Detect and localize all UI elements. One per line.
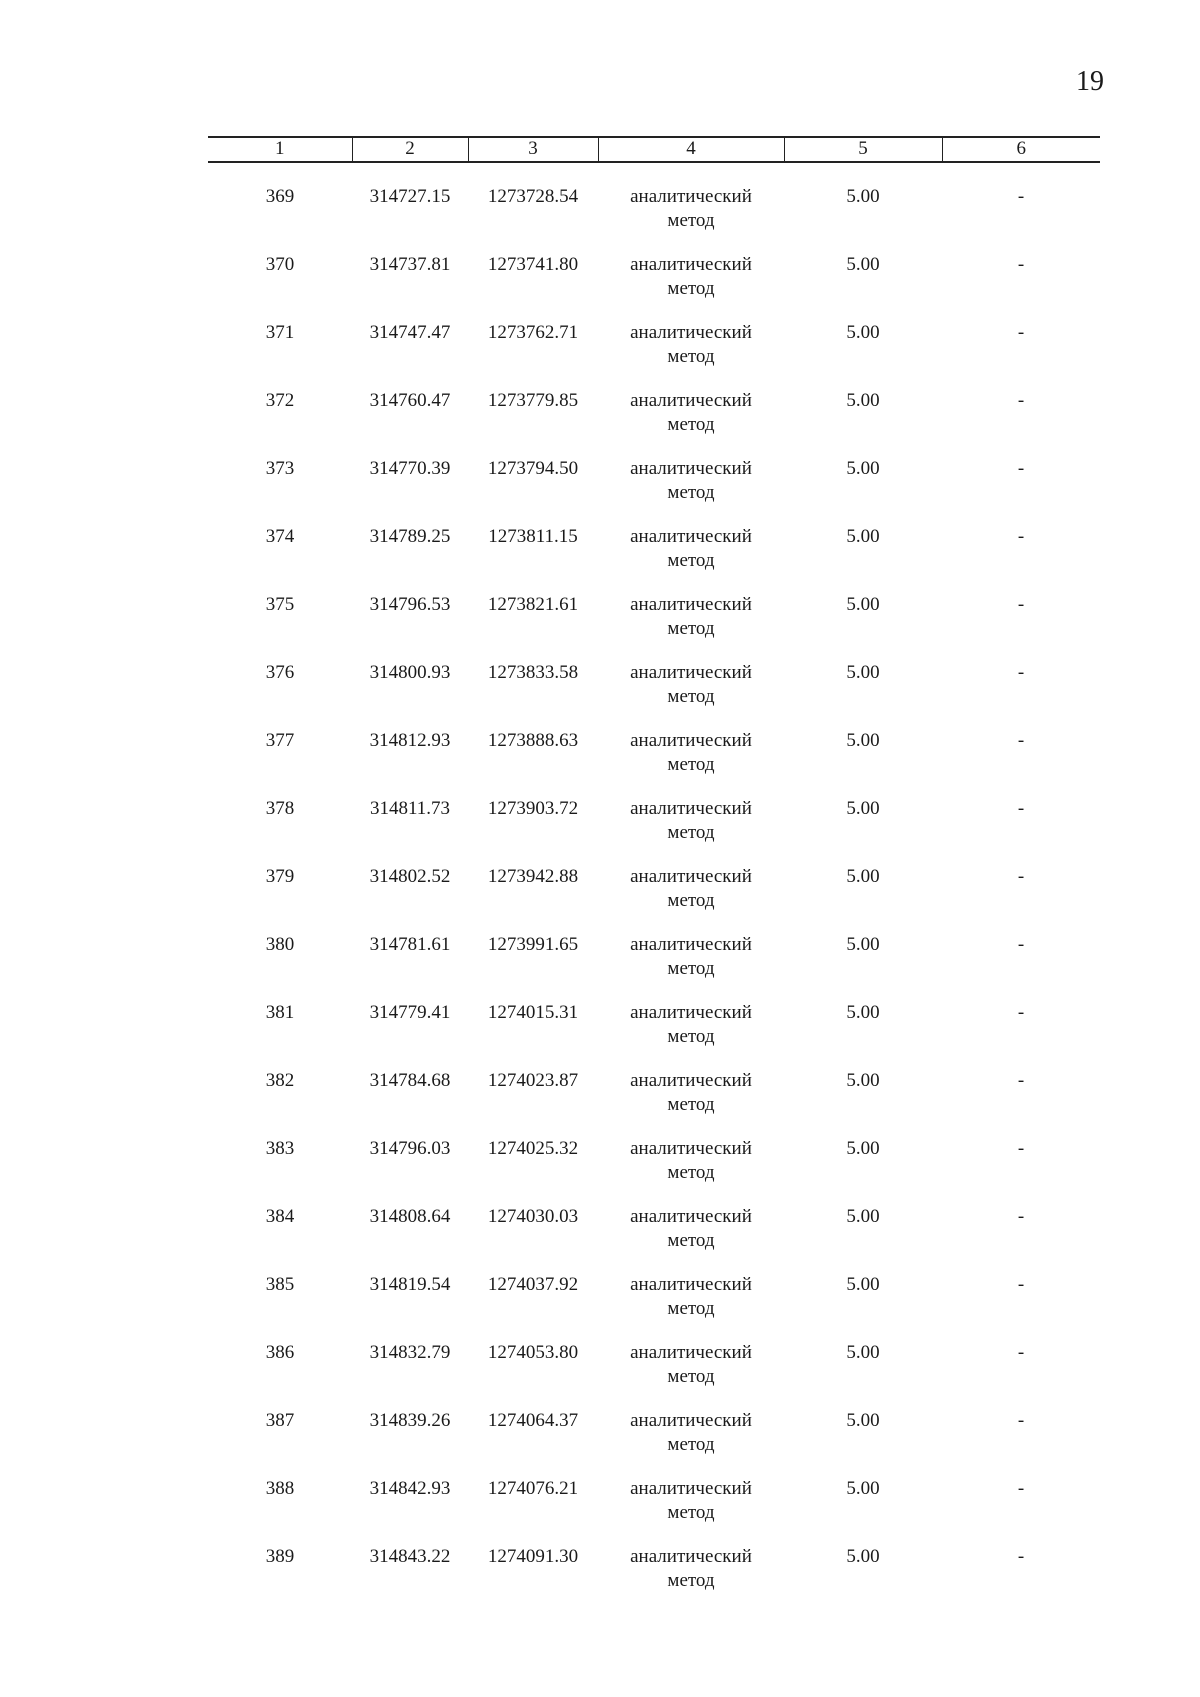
- method-line-2: метод: [667, 482, 715, 503]
- x-coordinate-cell: 314796.03: [369, 1138, 451, 1159]
- method-cell: [598, 1001, 784, 1069]
- method-line-2: метод: [667, 1502, 715, 1523]
- table-header: [208, 137, 1100, 162]
- column-header-4: 4: [598, 137, 784, 162]
- method-line-2: метод: [667, 1230, 715, 1251]
- method-line-1: аналитический: [630, 1478, 752, 1499]
- point-number-cell: 381: [265, 1002, 295, 1023]
- method-cell: [598, 1409, 784, 1477]
- table-row: [208, 162, 1100, 253]
- table-row: [208, 661, 1100, 729]
- table-row: [208, 1477, 1100, 1545]
- point-number-cell: 371: [265, 322, 295, 343]
- x-coordinate-cell: 314737.81: [369, 254, 451, 275]
- method-line-2: метод: [667, 414, 715, 435]
- y-coordinate-cell: 1273821.61: [487, 594, 579, 615]
- method-cell: [598, 1069, 784, 1137]
- point-number-cell: 375: [265, 594, 295, 615]
- accuracy-cell: 5.00: [846, 866, 880, 887]
- point-number-cell: 379: [265, 866, 295, 887]
- point-number-cell: 383: [265, 1138, 295, 1159]
- x-coordinate-cell: 314800.93: [369, 662, 451, 683]
- point-number-cell: 384: [265, 1206, 295, 1227]
- y-coordinate-cell: 1274091.30: [487, 1546, 579, 1567]
- x-coordinate-cell: 314839.26: [369, 1410, 451, 1431]
- method-line-1: аналитический: [630, 1206, 752, 1227]
- method-line-2: метод: [667, 1026, 715, 1047]
- note-cell: -: [1017, 1070, 1025, 1091]
- accuracy-cell: 5.00: [846, 798, 880, 819]
- method-cell: [598, 321, 784, 389]
- accuracy-cell: 5.00: [846, 934, 880, 955]
- y-coordinate-cell: 1273903.72: [487, 798, 579, 819]
- accuracy-cell: 5.00: [846, 662, 880, 683]
- point-number-cell: 385: [265, 1274, 295, 1295]
- y-coordinate-cell: 1273888.63: [487, 730, 579, 751]
- method-line-1: аналитический: [630, 1070, 752, 1091]
- method-line-2: метод: [667, 1434, 715, 1455]
- accuracy-cell: 5.00: [846, 458, 880, 479]
- table-row: [208, 389, 1100, 457]
- y-coordinate-cell: 1273811.15: [488, 526, 578, 547]
- method-line-2: метод: [667, 754, 715, 775]
- point-number-cell: 389: [265, 1546, 295, 1567]
- method-line-1: аналитический: [630, 1002, 752, 1023]
- column-header-5: 5: [784, 137, 942, 162]
- method-line-1: аналитический: [630, 1410, 752, 1431]
- method-cell: [598, 1137, 784, 1205]
- method-line-2: метод: [667, 958, 715, 979]
- method-line-2: метод: [667, 210, 715, 231]
- method-line-2: метод: [667, 822, 715, 843]
- accuracy-cell: 5.00: [846, 322, 880, 343]
- method-cell: [598, 661, 784, 729]
- note-cell: -: [1017, 1410, 1025, 1431]
- method-cell: [598, 525, 784, 593]
- x-coordinate-cell: 314842.93: [369, 1478, 451, 1499]
- method-cell: [598, 797, 784, 865]
- method-line-1: аналитический: [630, 866, 752, 887]
- method-line-2: метод: [667, 1298, 715, 1319]
- column-header-6: 6: [942, 137, 1100, 162]
- table-row: [208, 729, 1100, 797]
- x-coordinate-cell: 314779.41: [369, 1002, 451, 1023]
- method-line-1: аналитический: [630, 594, 752, 615]
- x-coordinate-cell: 314760.47: [369, 390, 451, 411]
- accuracy-cell: 5.00: [846, 1070, 880, 1091]
- accuracy-cell: 5.00: [846, 1410, 880, 1431]
- method-line-2: метод: [667, 550, 715, 571]
- note-cell: -: [1017, 934, 1025, 955]
- accuracy-cell: 5.00: [846, 594, 880, 615]
- coordinates-table: [208, 136, 1100, 1613]
- table-row: [208, 1137, 1100, 1205]
- table-row: [208, 797, 1100, 865]
- x-coordinate-cell: 314781.61: [369, 934, 451, 955]
- point-number-cell: 374: [265, 526, 295, 547]
- note-cell: -: [1017, 1478, 1025, 1499]
- accuracy-cell: 5.00: [846, 1342, 880, 1363]
- point-number-cell: 376: [265, 662, 295, 683]
- note-cell: -: [1017, 1206, 1025, 1227]
- x-coordinate-cell: 314747.47: [369, 322, 451, 343]
- table-row: [208, 1545, 1100, 1613]
- method-line-1: аналитический: [630, 798, 752, 819]
- x-coordinate-cell: 314832.79: [369, 1342, 451, 1363]
- method-cell: [598, 729, 784, 797]
- y-coordinate-cell: 1273942.88: [487, 866, 579, 887]
- method-line-1: аналитический: [630, 322, 752, 343]
- table-row: [208, 933, 1100, 1001]
- table-row: [208, 525, 1100, 593]
- note-cell: -: [1017, 1546, 1025, 1567]
- table-row: [208, 593, 1100, 661]
- note-cell: -: [1017, 390, 1025, 411]
- method-cell: [598, 1477, 784, 1545]
- column-header-3: 3: [468, 137, 598, 162]
- method-line-1: аналитический: [630, 1274, 752, 1295]
- note-cell: -: [1017, 526, 1025, 547]
- table-row: [208, 457, 1100, 525]
- x-coordinate-cell: 314789.25: [369, 526, 451, 547]
- page-number: 19: [1076, 66, 1104, 97]
- x-coordinate-cell: 314796.53: [369, 594, 451, 615]
- method-cell: [598, 1205, 784, 1273]
- x-coordinate-cell: 314802.52: [369, 866, 451, 887]
- x-coordinate-cell: 314770.39: [369, 458, 451, 479]
- note-cell: -: [1017, 866, 1025, 887]
- method-line-2: метод: [667, 618, 715, 639]
- method-cell: [598, 1341, 784, 1409]
- method-cell: [598, 593, 784, 661]
- accuracy-cell: 5.00: [846, 186, 880, 207]
- x-coordinate-cell: 314808.64: [369, 1206, 451, 1227]
- point-number-cell: 372: [265, 390, 295, 411]
- point-number-cell: 386: [265, 1342, 295, 1363]
- x-coordinate-cell: 314812.93: [369, 730, 451, 751]
- point-number-cell: 377: [265, 730, 295, 751]
- table-row: [208, 253, 1100, 321]
- y-coordinate-cell: 1273762.71: [487, 322, 579, 343]
- method-line-1: аналитический: [630, 934, 752, 955]
- x-coordinate-cell: 314811.73: [369, 798, 451, 819]
- y-coordinate-cell: 1273991.65: [487, 934, 579, 955]
- column-header-2: 2: [352, 137, 468, 162]
- point-number-cell: 378: [265, 798, 295, 819]
- table-body: [208, 162, 1100, 1613]
- accuracy-cell: 5.00: [846, 526, 880, 547]
- method-line-1: аналитический: [630, 1546, 752, 1567]
- method-line-1: аналитический: [630, 458, 752, 479]
- accuracy-cell: 5.00: [846, 1274, 880, 1295]
- accuracy-cell: 5.00: [846, 1478, 880, 1499]
- method-cell: [598, 1273, 784, 1341]
- note-cell: -: [1017, 798, 1025, 819]
- note-cell: -: [1017, 1274, 1025, 1295]
- table-row: [208, 1341, 1100, 1409]
- method-cell: [598, 457, 784, 525]
- method-line-1: аналитический: [630, 662, 752, 683]
- header-row: [208, 137, 1100, 162]
- method-line-2: метод: [667, 686, 715, 707]
- y-coordinate-cell: 1274064.37: [487, 1410, 579, 1431]
- table-row: [208, 1069, 1100, 1137]
- point-number-cell: 388: [265, 1478, 295, 1499]
- y-coordinate-cell: 1273833.58: [487, 662, 579, 683]
- table-row: [208, 1001, 1100, 1069]
- accuracy-cell: 5.00: [846, 390, 880, 411]
- accuracy-cell: 5.00: [846, 1546, 880, 1567]
- column-header-1: 1: [208, 137, 352, 162]
- method-line-2: метод: [667, 346, 715, 367]
- y-coordinate-cell: 1274030.03: [487, 1206, 579, 1227]
- y-coordinate-cell: 1274076.21: [487, 1478, 579, 1499]
- note-cell: -: [1017, 186, 1025, 207]
- method-line-2: метод: [667, 1094, 715, 1115]
- y-coordinate-cell: 1274023.87: [487, 1070, 579, 1091]
- y-coordinate-cell: 1274015.31: [487, 1002, 579, 1023]
- method-cell: [598, 389, 784, 457]
- method-line-1: аналитический: [630, 254, 752, 275]
- table-row: [208, 1205, 1100, 1273]
- note-cell: -: [1017, 662, 1025, 683]
- method-line-1: аналитический: [630, 390, 752, 411]
- method-line-1: аналитический: [630, 1138, 752, 1159]
- y-coordinate-cell: 1273728.54: [487, 186, 579, 207]
- method-cell: [598, 1545, 784, 1613]
- table-row: [208, 1273, 1100, 1341]
- note-cell: -: [1017, 458, 1025, 479]
- method-line-2: метод: [667, 1162, 715, 1183]
- x-coordinate-cell: 314843.22: [369, 1546, 451, 1567]
- method-line-1: аналитический: [630, 186, 752, 207]
- x-coordinate-cell: 314819.54: [369, 1274, 451, 1295]
- note-cell: -: [1017, 1342, 1025, 1363]
- method-cell: [598, 162, 784, 253]
- point-number-cell: 369: [265, 186, 295, 207]
- y-coordinate-cell: 1274025.32: [487, 1138, 579, 1159]
- note-cell: -: [1017, 322, 1025, 343]
- table-row: [208, 1409, 1100, 1477]
- point-number-cell: 382: [265, 1070, 295, 1091]
- accuracy-cell: 5.00: [846, 1206, 880, 1227]
- method-line-1: аналитический: [630, 1342, 752, 1363]
- accuracy-cell: 5.00: [846, 730, 880, 751]
- point-number-cell: 387: [265, 1410, 295, 1431]
- table-row: [208, 321, 1100, 389]
- method-line-1: аналитический: [630, 730, 752, 751]
- point-number-cell: 380: [265, 934, 295, 955]
- note-cell: -: [1017, 594, 1025, 615]
- note-cell: -: [1017, 730, 1025, 751]
- note-cell: -: [1017, 254, 1025, 275]
- method-line-1: аналитический: [630, 526, 752, 547]
- y-coordinate-cell: 1273794.50: [487, 458, 579, 479]
- y-coordinate-cell: 1274037.92: [487, 1274, 579, 1295]
- accuracy-cell: 5.00: [846, 254, 880, 275]
- note-cell: -: [1017, 1002, 1025, 1023]
- table-row: [208, 865, 1100, 933]
- accuracy-cell: 5.00: [846, 1138, 880, 1159]
- method-cell: [598, 253, 784, 321]
- method-line-2: метод: [667, 1570, 715, 1591]
- y-coordinate-cell: 1274053.80: [487, 1342, 579, 1363]
- point-number-cell: 373: [265, 458, 295, 479]
- y-coordinate-cell: 1273779.85: [487, 390, 579, 411]
- method-cell: [598, 933, 784, 1001]
- method-line-2: метод: [667, 278, 715, 299]
- accuracy-cell: 5.00: [846, 1002, 880, 1023]
- method-line-2: метод: [667, 1366, 715, 1387]
- note-cell: -: [1017, 1138, 1025, 1159]
- x-coordinate-cell: 314784.68: [369, 1070, 451, 1091]
- x-coordinate-cell: 314727.15: [369, 186, 451, 207]
- method-cell: [598, 865, 784, 933]
- y-coordinate-cell: 1273741.80: [487, 254, 579, 275]
- method-line-2: метод: [667, 890, 715, 911]
- point-number-cell: 370: [265, 254, 295, 275]
